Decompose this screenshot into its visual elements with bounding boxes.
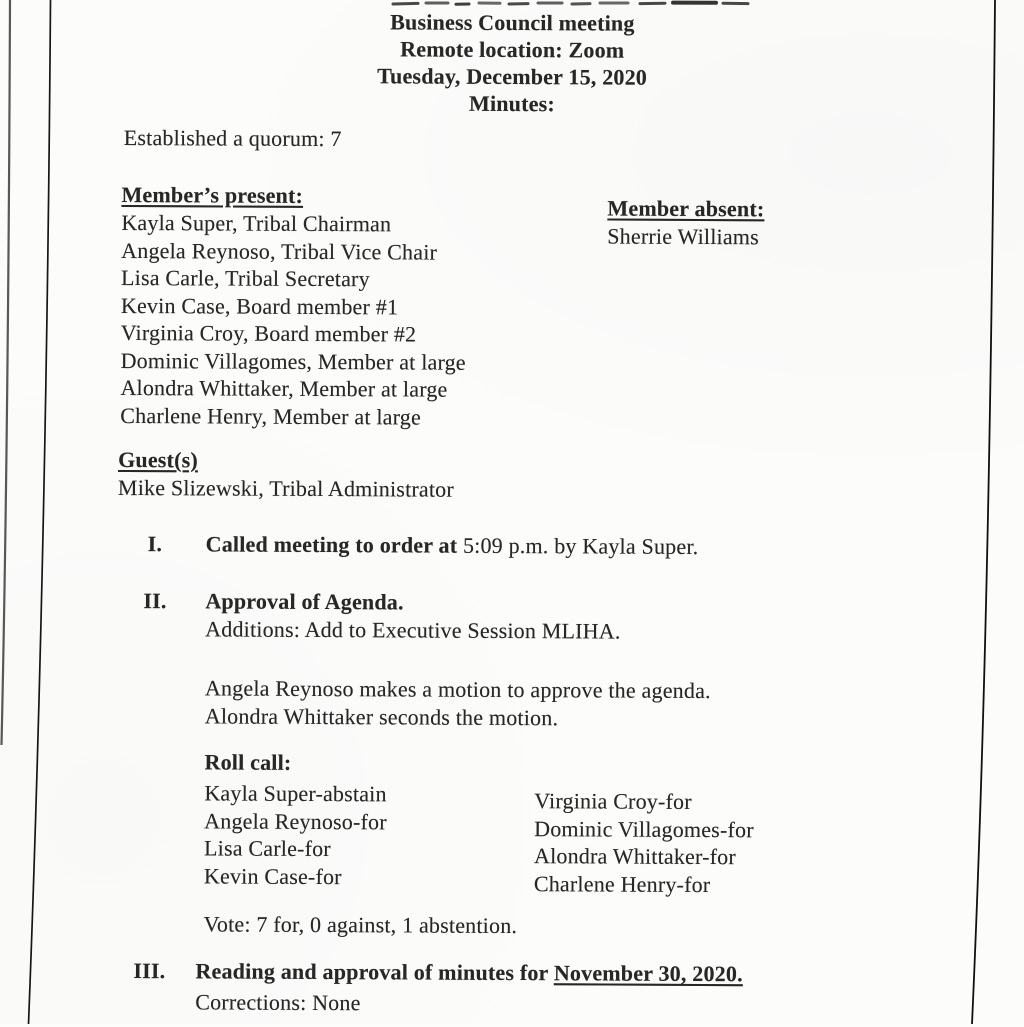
member-absent-heading: Member absent:	[607, 196, 764, 223]
roll-call-heading: Roll call:	[204, 749, 291, 775]
item3-numeral: III.	[133, 958, 165, 984]
item1-title-bold: Called meeting to order at	[206, 531, 458, 557]
motion-line: Alondra Whittaker seconds the motion.	[205, 702, 711, 732]
member-present-row: Dominic Villagomes, Member at large	[121, 346, 466, 375]
roll-call-column2	[534, 787, 754, 898]
member-present-row: Kayla Super, Tribal Chairman	[121, 209, 466, 238]
item1-title-rest: 5:09 p.m. by Kayla Super.	[457, 533, 698, 559]
members-present-heading: Member’s present:	[121, 182, 303, 209]
member-present-row: Alondra Whittaker, Member at large	[120, 374, 465, 403]
roll-call-entry: Kevin Case-for	[204, 862, 387, 890]
item1-title	[206, 531, 699, 560]
item1-numeral: I.	[148, 531, 163, 557]
guest-row: Mike Slizewski, Tribal Administrator	[118, 475, 454, 503]
roll-call-entry: Virginia Croy-for	[534, 787, 754, 816]
item3-title-bold: Reading and approval of minutes for	[195, 958, 554, 985]
roll-call-entry: Dominic Villagomes-for	[534, 815, 754, 844]
item2-motion-lines	[205, 674, 711, 732]
quorum-line: Established a quorum: 7	[124, 125, 342, 152]
member-present-row: Charlene Henry, Member at large	[120, 401, 465, 430]
title-line-location: Remote location: Zoom	[0, 33, 1024, 65]
member-present-row: Kevin Case, Board member #1	[121, 291, 466, 320]
title-block	[0, 6, 1024, 119]
roll-call-column1	[204, 779, 387, 890]
members-present-list	[120, 209, 466, 431]
item3-corrections: Corrections: None	[195, 989, 360, 1016]
roll-call-entry: Charlene Henry-for	[534, 870, 754, 899]
member-absent-row: Sherrie Williams	[607, 224, 759, 251]
roll-call-entry: Angela Reynoso-for	[204, 807, 387, 835]
item3-title-date-underlined: November 30, 2020.	[554, 960, 743, 986]
member-present-row: Virginia Croy, Board member #2	[121, 319, 466, 348]
member-present-row: Angela Reynoso, Tribal Vice Chair	[121, 236, 466, 265]
item2-title: Approval of Agenda.	[205, 588, 404, 615]
item2-numeral: II.	[143, 588, 166, 614]
title-line-date: Tuesday, December 15, 2020	[0, 60, 1024, 92]
roll-call-entry: Alondra Whittaker-for	[534, 842, 754, 871]
item3-title	[195, 958, 743, 987]
title-line-minutes: Minutes:	[0, 87, 1024, 119]
title-line-meeting: Business Council meeting	[0, 6, 1024, 38]
item2-additions: Additions: Add to Executive Session MLIHA.	[205, 616, 621, 644]
guests-heading: Guest(s)	[118, 447, 198, 473]
roll-call-entry: Kayla Super-abstain	[204, 779, 387, 807]
member-present-row: Lisa Carle, Tribal Secretary	[121, 264, 466, 293]
roll-call-entry: Lisa Carle-for	[204, 834, 387, 862]
motion-line: Angela Reynoso makes a motion to approve the agenda.	[205, 674, 711, 704]
vote-line: Vote: 7 for, 0 against, 1 abstention.	[204, 911, 518, 939]
